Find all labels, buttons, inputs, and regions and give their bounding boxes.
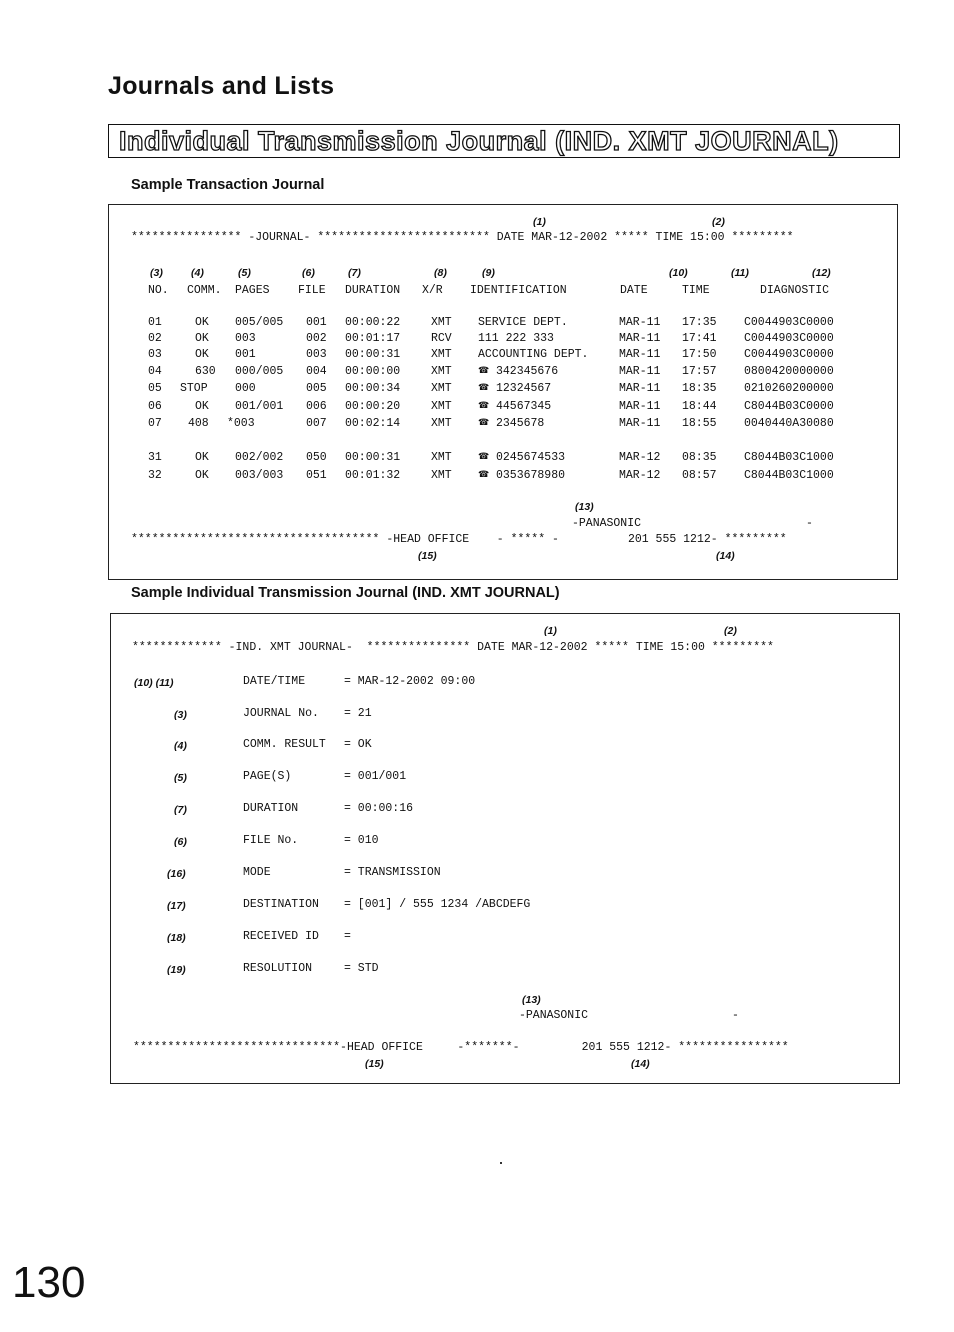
col-ref: (5) — [238, 267, 251, 279]
cell-time: 17:35 — [682, 316, 717, 329]
company-dash: - — [806, 517, 813, 530]
cell-comm: OK — [195, 316, 209, 329]
cell-no: 05 — [148, 382, 162, 395]
cell-pages: *003 — [227, 417, 255, 430]
field-ref: (4) — [174, 740, 187, 752]
cell-file: 050 — [306, 451, 327, 464]
cell-pages: 000/005 — [235, 365, 284, 378]
footer-phone: 201 555 1212- — [581, 1041, 672, 1054]
banner-title: Individual Transmission Journal (IND. XMT JOURNAL) — [119, 126, 839, 156]
cell-no: 02 — [148, 332, 162, 345]
journal-time: TIME 15:00 — [655, 231, 725, 244]
cell-identification: 2345678 — [496, 417, 545, 430]
journal-header-line — [131, 231, 794, 244]
stars: ************************************ — [131, 533, 380, 546]
section-title: Journals and Lists — [108, 72, 335, 100]
col-ref: (4) — [191, 267, 204, 279]
field-ref: (17) — [167, 900, 186, 912]
cell-file: 051 — [306, 469, 327, 482]
stars: **************** — [678, 1041, 789, 1054]
field-value: = 00:00:16 — [344, 802, 414, 815]
cell-file: 007 — [306, 417, 327, 430]
journal-date: DATE MAR-12-2002 — [496, 231, 608, 244]
col-header-date: DATE — [620, 284, 648, 297]
cell-xr: RCV — [431, 332, 452, 345]
field-value: = — [344, 930, 351, 943]
field-value: = TRANSMISSION — [344, 866, 441, 879]
cell-file: 002 — [306, 332, 327, 345]
stars: ************************* — [317, 231, 490, 244]
cell-diagnostic: C8044B03C1000 — [744, 469, 834, 482]
journal-label: -IND. XMT JOURNAL- — [228, 641, 353, 654]
cell-pages: 001/001 — [235, 400, 284, 413]
page-number: 130 — [12, 1258, 86, 1307]
cell-identification: SERVICE DEPT. — [478, 316, 568, 329]
cell-pages: 005/005 — [235, 316, 284, 329]
ref-phone: (14) — [716, 550, 735, 562]
stars: *************** — [366, 641, 471, 654]
cell-identification: 342345676 — [496, 365, 559, 378]
sample2-box — [110, 613, 900, 1084]
col-ref: (10) — [669, 267, 688, 279]
ref-phone: (14) — [631, 1058, 650, 1070]
stars: ***** — [594, 641, 629, 654]
cell-pages: 003 — [235, 332, 256, 345]
field-value: = MAR-12-2002 09:00 — [344, 675, 476, 688]
field-label: JOURNAL No. — [243, 707, 319, 720]
cell-pages: 003/003 — [235, 469, 284, 482]
cell-diagnostic: C0044903C0000 — [744, 348, 834, 361]
field-ref: (5) — [174, 772, 187, 784]
cell-xr: XMT — [431, 417, 452, 430]
cell-file: 003 — [306, 348, 327, 361]
sample1-box — [108, 204, 898, 580]
phone-icon: ☎ — [478, 469, 490, 479]
cell-date: MAR-11 — [619, 316, 661, 329]
col-ref: (6) — [302, 267, 315, 279]
cell-comm: OK — [195, 469, 209, 482]
cell-comm: OK — [195, 332, 209, 345]
stray-dot — [500, 1162, 502, 1164]
col-header-no: NO. — [148, 284, 169, 297]
field-value: = 010 — [344, 834, 379, 847]
cell-diagnostic: C0044903C0000 — [744, 332, 834, 345]
company-name: -PANASONIC — [519, 1009, 589, 1022]
cell-no: 31 — [148, 451, 162, 464]
footer-phone: 201 555 1212- — [627, 533, 718, 546]
stars: ********* — [731, 231, 794, 244]
field-label: RESOLUTION — [243, 962, 313, 975]
cell-xr: XMT — [431, 382, 452, 395]
cell-duration: 00:00:00 — [345, 365, 401, 378]
banner — [108, 124, 900, 158]
office-label: -HEAD OFFICE — [340, 1041, 423, 1054]
cell-xr: XMT — [431, 316, 452, 329]
phone-icon: ☎ — [478, 417, 490, 427]
col-ref: (11) — [731, 267, 749, 279]
field-label: DATE/TIME — [243, 675, 306, 688]
cell-duration: 00:00:31 — [345, 451, 401, 464]
cell-time: 17:50 — [682, 348, 717, 361]
cell-diagnostic: 0210260200000 — [744, 382, 834, 395]
sample2-caption: Sample Individual Transmission Journal (IND. XMT JOURNAL) — [131, 585, 560, 601]
ref-company: (13) — [575, 501, 594, 513]
field-ref: (18) — [167, 932, 186, 944]
stars: ********* — [711, 641, 774, 654]
cell-comm: 408 — [188, 417, 209, 430]
cell-time: 17:41 — [682, 332, 717, 345]
field-value: = STD — [344, 962, 379, 975]
cell-xr: XMT — [431, 365, 452, 378]
cell-comm: OK — [195, 451, 209, 464]
col-header-diagnostic: DIAGNOSTIC — [760, 284, 830, 297]
journal-footer-line — [133, 1041, 789, 1054]
col-header-time: TIME — [682, 284, 710, 297]
cell-time: 08:57 — [682, 469, 717, 482]
cell-no: 06 — [148, 400, 162, 413]
field-label: COMM. RESULT — [243, 738, 326, 751]
field-ref: (7) — [174, 804, 187, 816]
field-ref: (19) — [167, 964, 186, 976]
company-dash: - — [732, 1009, 739, 1022]
cell-identification: 0245674533 — [496, 451, 566, 464]
cell-identification: 12324567 — [496, 382, 552, 395]
cell-identification: ACCOUNTING DEPT. — [478, 348, 589, 361]
office-label: -HEAD OFFICE — [386, 533, 470, 546]
col-ref: (7) — [348, 267, 361, 279]
cell-time: 18:44 — [682, 400, 717, 413]
col-ref: (12) — [812, 267, 831, 279]
phone-icon: ☎ — [478, 451, 490, 461]
field-value: = 001/001 — [344, 770, 407, 783]
cell-identification: 111 222 333 — [478, 332, 554, 345]
cell-no: 03 — [148, 348, 162, 361]
company-name: -PANASONIC — [572, 517, 642, 530]
cell-file: 004 — [306, 365, 327, 378]
ref-date: (1) — [544, 625, 557, 637]
ref-company: (13) — [522, 994, 541, 1006]
ref-office: (15) — [365, 1058, 384, 1070]
field-ref: (16) — [167, 868, 186, 880]
cell-date: MAR-12 — [619, 451, 661, 464]
cell-file: 001 — [306, 316, 327, 329]
phone-icon: ☎ — [478, 365, 490, 375]
cell-comm: STOP — [180, 382, 208, 395]
cell-date: MAR-11 — [619, 382, 661, 395]
field-value: = 21 — [344, 707, 372, 720]
col-header-xr: X/R — [422, 284, 443, 297]
ref-office: (15) — [418, 550, 437, 562]
field-label: DURATION — [243, 802, 299, 815]
cell-date: MAR-11 — [619, 400, 661, 413]
cell-pages: 002/002 — [235, 451, 284, 464]
cell-identification: 44567345 — [496, 400, 552, 413]
phone-icon: ☎ — [478, 382, 490, 392]
field-label: RECEIVED ID — [243, 930, 319, 943]
phone-icon: ☎ — [478, 400, 490, 410]
cell-diagnostic: 0800420000000 — [744, 365, 834, 378]
field-value: = [001] / 555 1234 /ABCDEFG — [344, 898, 531, 911]
cell-diagnostic: C8044B03C0000 — [744, 400, 834, 413]
cell-duration: 00:00:20 — [345, 400, 401, 413]
cell-no: 01 — [148, 316, 162, 329]
stars: ********* — [724, 533, 787, 546]
cell-file: 006 — [306, 400, 327, 413]
stars: ************* — [132, 641, 222, 654]
field-value: = OK — [344, 738, 372, 751]
field-ref: (10) (11) — [134, 677, 174, 689]
cell-pages: 001 — [235, 348, 256, 361]
cell-duration: 00:02:14 — [345, 417, 401, 430]
cell-time: 18:35 — [682, 382, 717, 395]
field-ref: (6) — [174, 836, 187, 848]
journal-date: DATE MAR-12-2002 — [477, 641, 588, 654]
footer-mid: - ***** - — [496, 533, 559, 546]
cell-identification: 0353678980 — [496, 469, 566, 482]
cell-no: 04 — [148, 365, 162, 378]
col-header-file: FILE — [298, 284, 326, 297]
journal-label: -JOURNAL- — [248, 231, 311, 244]
cell-duration: 00:01:32 — [345, 469, 401, 482]
cell-file: 005 — [306, 382, 327, 395]
cell-xr: XMT — [431, 400, 452, 413]
field-ref: (3) — [174, 709, 187, 721]
cell-time: 08:35 — [682, 451, 717, 464]
footer-mid: -*******- — [457, 1041, 520, 1054]
col-ref: (9) — [482, 267, 495, 279]
field-label: PAGE(S) — [243, 770, 292, 783]
journal-footer-line — [131, 533, 787, 546]
cell-diagnostic: C0044903C0000 — [744, 316, 834, 329]
col-header-duration: DURATION — [345, 284, 401, 297]
col-header-pages: PAGES — [235, 284, 270, 297]
ref-time: (2) — [724, 625, 737, 637]
cell-comm: OK — [195, 400, 209, 413]
cell-no: 07 — [148, 417, 162, 430]
cell-no: 32 — [148, 469, 162, 482]
col-ref: (3) — [150, 267, 163, 279]
cell-duration: 00:00:22 — [345, 316, 401, 329]
cell-time: 18:55 — [682, 417, 717, 430]
col-header-comm: COMM. — [187, 284, 222, 297]
cell-diagnostic: 0040440A30080 — [744, 417, 834, 430]
field-label: FILE No. — [243, 834, 299, 847]
cell-comm: OK — [195, 348, 209, 361]
cell-xr: XMT — [431, 451, 452, 464]
journal-header-line — [132, 641, 774, 654]
cell-date: MAR-11 — [619, 332, 661, 345]
cell-date: MAR-11 — [619, 417, 661, 430]
field-label: DESTINATION — [243, 898, 319, 911]
journal-time: TIME 15:00 — [635, 641, 705, 654]
sample1-caption: Sample Transaction Journal — [131, 177, 325, 193]
cell-date: MAR-11 — [619, 348, 661, 361]
cell-duration: 00:00:31 — [345, 348, 401, 361]
cell-duration: 00:00:34 — [345, 382, 401, 395]
stars: ****************************** — [133, 1041, 341, 1054]
cell-xr: XMT — [431, 348, 452, 361]
cell-diagnostic: C8044B03C1000 — [744, 451, 834, 464]
cell-time: 17:57 — [682, 365, 717, 378]
cell-duration: 00:01:17 — [345, 332, 401, 345]
cell-comm: 630 — [195, 365, 216, 378]
cell-date: MAR-12 — [619, 469, 661, 482]
col-ref: (8) — [434, 267, 447, 279]
ref-date: (1) — [533, 216, 546, 228]
col-header-identification: IDENTIFICATION — [470, 284, 567, 297]
cell-date: MAR-11 — [619, 365, 661, 378]
ref-time: (2) — [712, 216, 725, 228]
field-label: MODE — [243, 866, 271, 879]
stars: **************** — [131, 231, 242, 244]
cell-xr: XMT — [431, 469, 452, 482]
cell-pages: 000 — [235, 382, 256, 395]
stars: ***** — [614, 231, 649, 244]
